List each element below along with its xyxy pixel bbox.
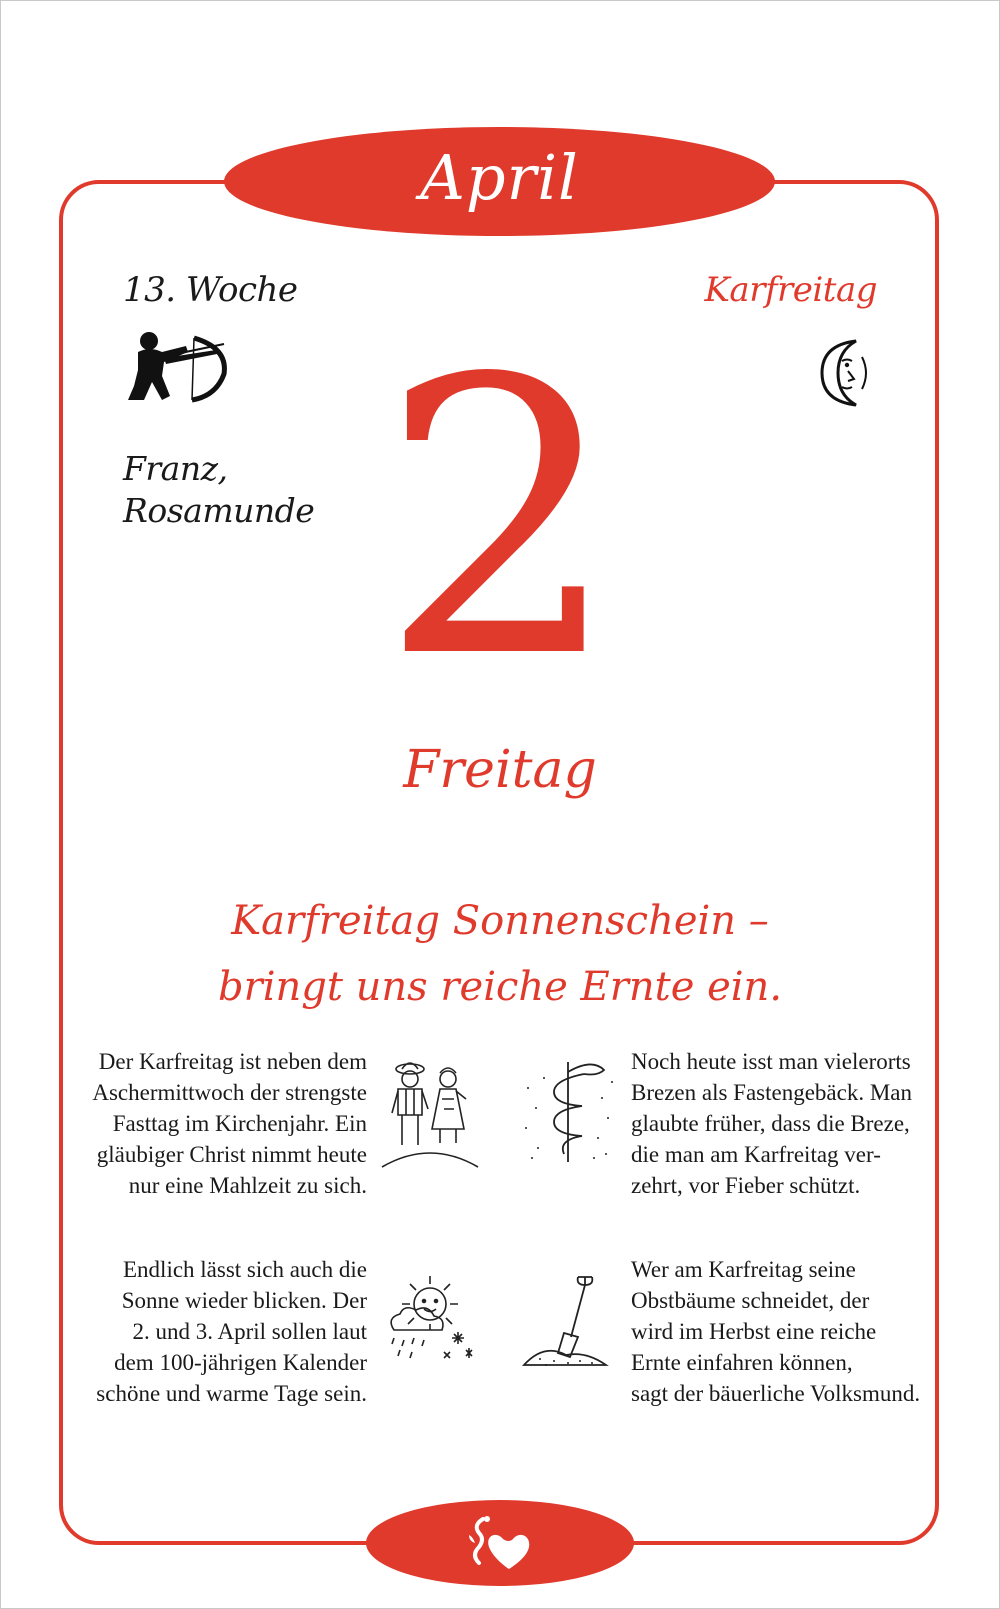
paragraph-line: nur eine Mahlzeit zu sich. [128,1173,367,1198]
proverb-line-2: bringt uns reiche Ernte ein. [217,964,783,1010]
farmer-couple-illustration [380,1055,480,1170]
paragraph-line: Brezen als Fastengebäck. Man [631,1080,913,1105]
paragraph-line: wird im Herbst eine reiche [631,1319,877,1344]
paragraph-line: Noch heute isst man vielerorts [631,1049,911,1074]
sun-cloud-rain-illustration [382,1272,482,1367]
month-label: April [420,141,579,214]
paragraph-line: gläubiger Christ nimmt heute [96,1142,367,1167]
paragraph-weather [82,1254,367,1409]
paragraph-line: glaubte früher, dass die Breze, [631,1111,910,1136]
holiday-label: Karfreitag [704,270,877,310]
paragraph-line: sagt der bäuerliche Volksmund. [631,1381,921,1406]
paragraph-line: Obstbäume schneidet, der [631,1288,870,1313]
paragraph-line: dem 100-jährigen Kalender [114,1350,367,1375]
paragraph-line: Wer am Karfreitag seine [631,1257,856,1282]
paragraph-line: die man am Karfreitag ver- [631,1142,881,1167]
paragraph-line: Endlich lässt sich auch die [123,1257,367,1282]
paragraph-line: 2. und 3. April sollen laut [132,1319,367,1344]
day-number: 2 [379,298,621,741]
paragraph-line: Ernte einfahren können, [631,1350,853,1375]
proverb [0,888,1000,1020]
paragraph-fruit-trees [631,1254,941,1409]
heart-ornament-icon [465,1513,535,1573]
paragraph-line: Der Karfreitag ist neben dem [98,1049,367,1074]
spade-in-soil-illustration [520,1273,620,1373]
weekday-label: Freitag [403,740,597,800]
month-banner [224,127,775,236]
paragraph-line: zehrt, vor Fieber schützt. [631,1173,861,1198]
paragraph-line: schöne und warme Tage sein. [96,1381,367,1406]
name-day-2: Rosamunde [123,491,315,530]
footer-banner [366,1500,634,1586]
week-number: 13. Woche [123,270,298,310]
paragraph-fasting [82,1046,367,1201]
proverb-line-1: Karfreitag Sonnenschein – [231,898,769,944]
name-day-1: Franz, [123,449,228,488]
rod-of-asclepius-illustration [518,1058,618,1168]
paragraph-line: Sonne wieder blicken. Der [121,1288,367,1313]
paragraph-line: Fasttag im Kirchenjahr. Ein [112,1111,367,1136]
paragraph-line: Aschermittwoch der strengste [92,1080,367,1105]
paragraph-brezen [631,1046,931,1201]
